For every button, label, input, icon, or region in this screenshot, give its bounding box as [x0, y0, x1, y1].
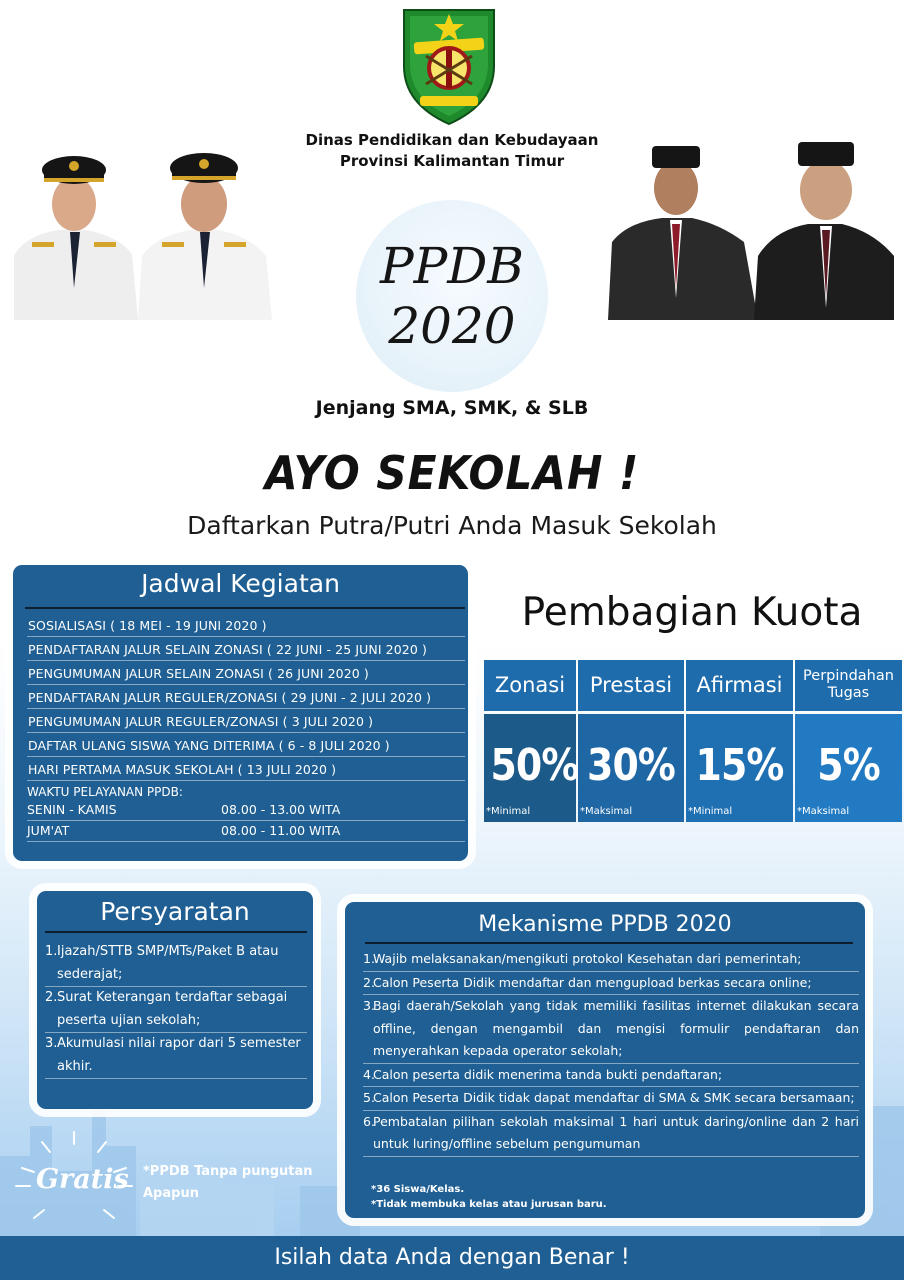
item-number: 5. — [363, 1090, 375, 1105]
officials-photo-right — [608, 138, 894, 320]
jadwal-item: PENGUMUMAN JALUR REGULER/ZONASI ( 3 JULI 2020 ) — [27, 709, 465, 733]
mekanisme-item — [363, 1087, 859, 1111]
item-number: 2. — [363, 974, 375, 990]
jadwal-panel — [13, 565, 468, 861]
kuota-header-line-1: Perpindahan — [803, 668, 894, 684]
kuota-percent: 15% — [695, 740, 784, 791]
mekanisme-item — [363, 995, 859, 1064]
jadwal-divider — [25, 607, 465, 609]
mekanisme-divider — [365, 942, 853, 944]
jadwal-item: PENDAFTARAN JALUR REGULER/ZONASI ( 29 JUNI - 2 JULI 2020 ) — [27, 685, 465, 709]
jadwal-list — [27, 613, 465, 781]
kuota-title: Pembagian Kuota — [521, 590, 863, 635]
persyaratan-divider — [45, 931, 307, 933]
persyaratan-item — [45, 987, 307, 1033]
note-no-new-class: *Tidak membuka kelas atau jurusan baru. — [371, 1199, 607, 1210]
gratis-note: *PPDB Tanpa pungutan Apapun — [143, 1164, 313, 1201]
waktu-label: WAKTU PELAYANAN PPDB: — [27, 785, 183, 799]
slogan-heading: AYO SEKOLAH ! — [264, 446, 640, 500]
kuota-value-perpindahan — [795, 714, 902, 822]
waktu-row — [27, 800, 465, 821]
waktu-time: 08.00 - 11.00 WITA — [221, 823, 341, 838]
ppdb-title — [330, 236, 574, 356]
persyaratan-list — [45, 941, 307, 1079]
item-number: 1. — [45, 944, 58, 959]
kuota-header-line-2: Tugas — [827, 685, 870, 701]
item-text: Akumulasi nilai rapor dari 5 semester akhir. — [57, 1036, 301, 1074]
kuota-note: *Maksimal — [797, 806, 850, 817]
jadwal-item: HARI PERTAMA MASUK SEKOLAH ( 13 JULI 2020 ) — [27, 757, 465, 781]
persyaratan-title: Persyaratan — [100, 897, 250, 926]
waktu-row — [27, 821, 465, 842]
mekanisme-panel — [345, 902, 865, 1218]
item-text: Surat Keterangan terdaftar sebagai peserta ujian sekolah; — [57, 990, 288, 1028]
jadwal-item: SOSIALISASI ( 18 MEI - 19 JUNI 2020 ) — [27, 613, 465, 637]
kuota-note: *Minimal — [688, 806, 733, 817]
persyaratan-item — [45, 1033, 307, 1079]
kuota-header-perpindahan — [795, 660, 902, 711]
kuota-value-prestasi — [578, 714, 684, 822]
ppdb-title-line-1: PPDB — [379, 237, 525, 295]
item-number: 4. — [363, 1066, 375, 1082]
kuota-header-zonasi: Zonasi — [484, 660, 576, 711]
mekanisme-item — [363, 1111, 859, 1157]
organization-name — [252, 130, 652, 172]
kuota-header-prestasi: Prestasi — [578, 660, 684, 711]
waktu-day: SENIN - KAMIS — [27, 802, 117, 817]
waktu-time: 08.00 - 13.00 WITA — [221, 802, 341, 817]
item-text: Wajib melaksanakan/mengikuti protokol Kesehatan dari pemerintah; — [373, 951, 802, 966]
kuota-note: *Maksimal — [580, 806, 633, 817]
waktu-pelayanan — [27, 785, 465, 842]
kalimantan-timur-crest-icon — [398, 4, 500, 126]
jadwal-title: Jadwal Kegiatan — [141, 569, 340, 598]
waktu-day: JUM'AT — [27, 823, 70, 838]
kuota-value-zonasi — [484, 714, 579, 822]
item-text: Pembatalan pilihan sekolah maksimal 1 hari untuk daring/online dan 2 hari untuk luring/offline sebelum pengumuman — [373, 1113, 859, 1151]
jadwal-item: DAFTAR ULANG SISWA YANG DITERIMA ( 6 - 8 JULI 2020 ) — [27, 733, 465, 757]
item-text: Calon Peserta Didik mendaftar dan mengupload berkas secara online; — [373, 974, 812, 990]
org-line-2: Provinsi Kalimantan Timur — [339, 152, 565, 170]
jadwal-item: PENGUMUMAN JALUR SELAIN ZONASI ( 26 JUNI 2020 ) — [27, 661, 465, 685]
kuota-header-afirmasi: Afirmasi — [686, 660, 793, 711]
mekanisme-list — [363, 948, 859, 1157]
item-text: Bagi daerah/Sekolah yang tidak memiliki fasilitas internet dilakukan secara offline, dengan mengambil dan mengisi formulir pendaftaran dan menyerahkan kepada operator sekolah; — [373, 998, 859, 1058]
gratis-label: Gratis — [36, 1164, 129, 1195]
item-text: Calon peserta didik menerima tanda bukti pendaftaran; — [373, 1066, 723, 1082]
kuota-percent: 50% — [490, 740, 579, 791]
mekanisme-title: Mekanisme PPDB 2020 — [478, 912, 732, 937]
item-number: 6. — [363, 1113, 375, 1129]
kuota-note: *Minimal — [486, 806, 531, 817]
jenjang-label: Jenjang SMA, SMK, & SLB — [315, 397, 589, 419]
kuota-percent: 5% — [817, 740, 880, 791]
mekanisme-item — [363, 972, 859, 996]
persyaratan-panel — [37, 891, 313, 1109]
mekanisme-item — [363, 948, 859, 972]
kuota-percent: 30% — [586, 740, 675, 791]
item-text: Calon Peserta Didik tidak dapat mendaftar di SMA & SMK secara bersamaan; — [373, 1090, 855, 1105]
persyaratan-item — [45, 941, 307, 987]
mekanisme-item — [363, 1064, 859, 1088]
item-number: 2. — [45, 990, 58, 1005]
kuota-value-afirmasi — [686, 714, 793, 822]
officials-photo-left — [14, 138, 272, 320]
ppdb-title-line-2: 2020 — [388, 297, 516, 355]
item-number: 3. — [363, 998, 375, 1013]
item-number: 1. — [363, 951, 375, 966]
mekanisme-notes — [371, 1182, 607, 1212]
footer-banner: Isilah data Anda dengan Benar ! — [0, 1236, 904, 1280]
subtitle: Daftarkan Putra/Putri Anda Masuk Sekolah — [187, 511, 717, 540]
item-number: 3. — [45, 1036, 58, 1051]
org-line-1: Dinas Pendidikan dan Kebudayaan — [305, 131, 599, 149]
jadwal-item: PENDAFTARAN JALUR SELAIN ZONASI ( 22 JUNI - 25 JUNI 2020 ) — [27, 637, 465, 661]
item-text: Ijazah/STTB SMP/MTs/Paket B atau sederajat; — [57, 944, 279, 982]
note-capacity: *36 Siswa/Kelas. — [371, 1184, 465, 1195]
